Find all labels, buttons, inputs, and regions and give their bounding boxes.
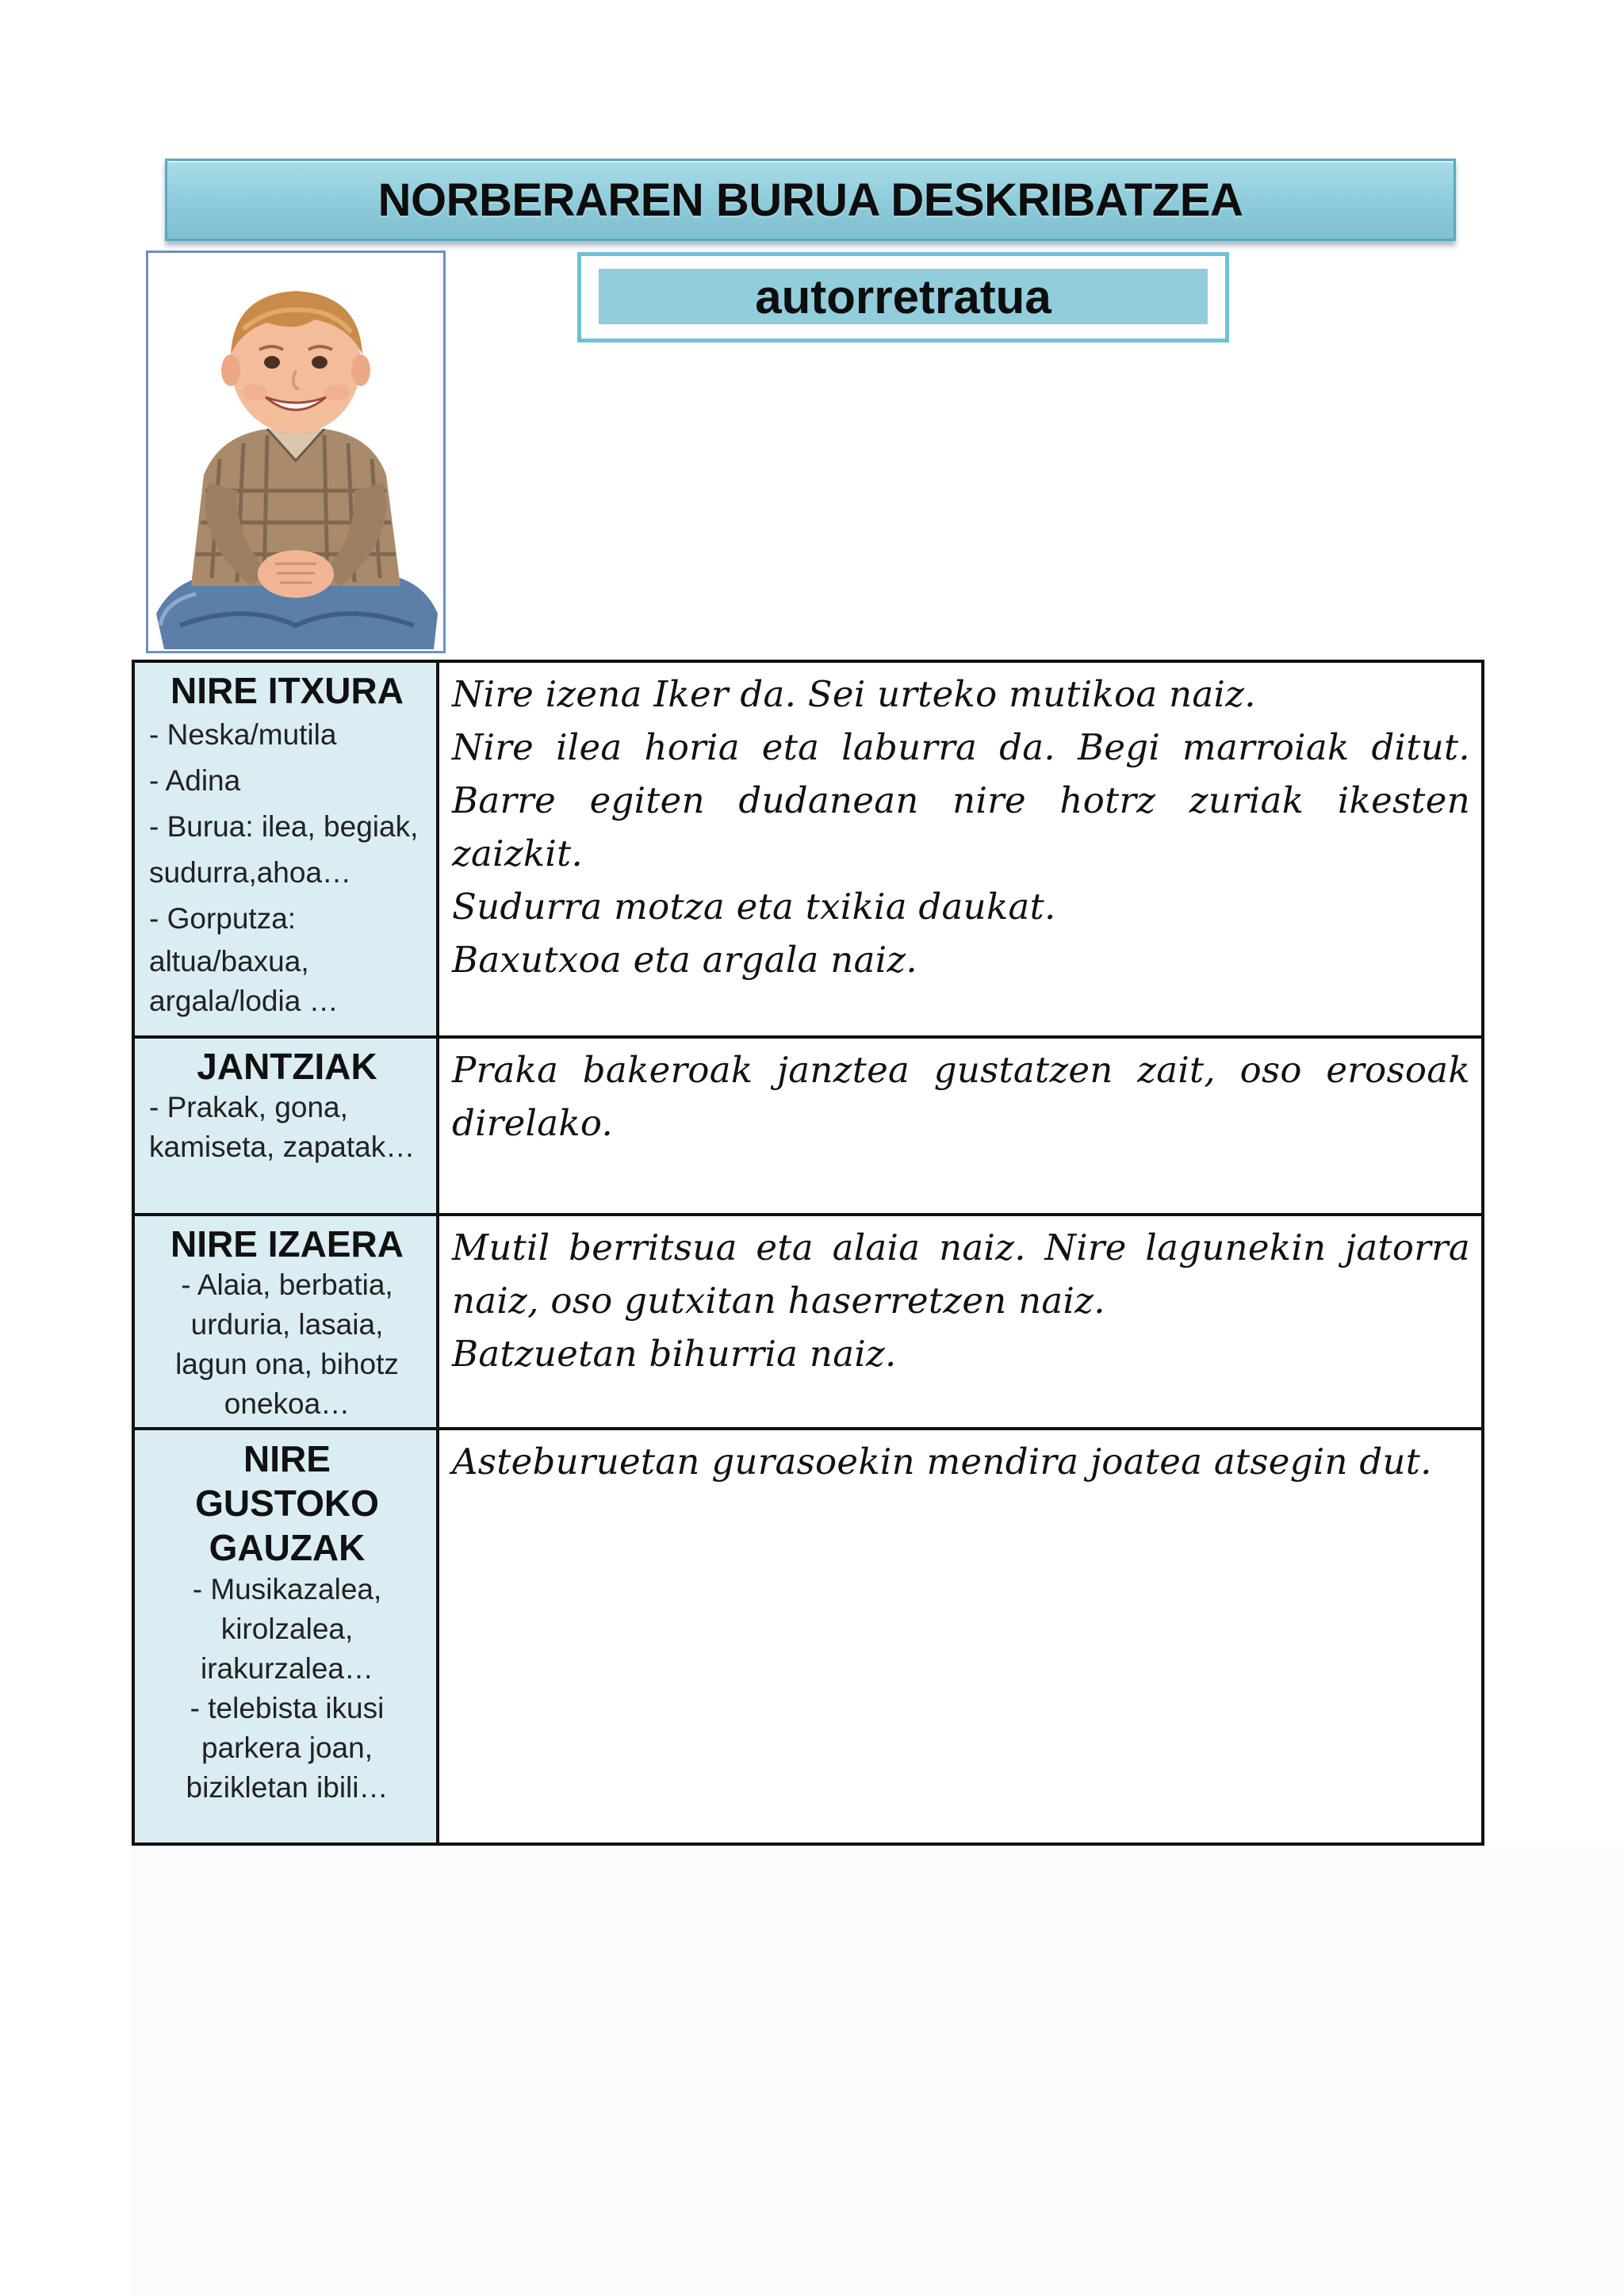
category-cell [135,663,439,1035]
description-line: Sudurra motza eta txikia daukat. [452,886,1056,928]
description-cell [439,663,1481,1035]
category-hint: irakurzalea… [201,1652,373,1685]
category-hint: - telebista ikusi [190,1692,385,1724]
description-cell [439,1430,1481,1843]
description-line: Nire izena Iker da. Sei urteko mutikoa naiz. [452,673,1256,715]
category-hint: argala/lodia … [149,985,339,1017]
description-line: Mutil berritsua eta alaia naiz. Nire lagunekin jatorra naiz, oso gutxitan haserretzen naiz. [452,1226,1470,1322]
page-title: NORBERAREN BURUA DESKRIBATZEA [377,174,1243,226]
description-line: Baxutxoa eta argala naiz. [452,939,918,981]
category-hint: lagun ona, bihotz [175,1348,399,1380]
category-hint: sudurra,ahoa… [149,856,352,889]
category-heading: JANTZIAK [197,1046,377,1087]
category-hint: - Alaia, berbatia, [181,1269,393,1301]
category-hint: altua/baxua, [149,945,309,978]
table-row-clothes [135,1039,1481,1216]
category-heading: NIRE [243,1438,331,1479]
category-hint: onekoa… [224,1387,350,1420]
category-hint: parkera joan, [201,1732,373,1764]
page-subtitle: autorretratua [755,270,1051,323]
category-hint: kirolzalea, [220,1613,354,1645]
category-hint: - Neska/mutila [149,718,337,751]
category-hint: kamiseta, zapatak… [149,1131,416,1163]
description-line: Asteburuetan gurasoekin mendira joatea atsegin dut. [452,1441,1432,1483]
description-line: Batzuetan bihurria naiz. [452,1333,897,1375]
category-heading: NIRE IZAERA [170,1223,404,1265]
description-line: Praka bakeroak janztea gustatzen zait, oso erosoak direlako. [452,1049,1470,1144]
category-heading: GUSTOKO [195,1483,379,1524]
category-heading: GAUZAK [209,1527,366,1568]
description-cell [439,1039,1481,1213]
category-hint: - Musikazalea, [192,1573,382,1605]
category-hint: urduria, lasaia, [190,1308,384,1341]
smiling-boy-photo-icon [148,253,443,651]
table-row-likes [135,1430,1481,1843]
subtitle-band [599,269,1208,324]
description-table [132,660,1484,1846]
description-cell [439,1216,1481,1427]
subtitle-box [577,252,1229,342]
category-hint: - Gorputza: [149,902,297,935]
category-cell [135,1430,439,1843]
category-hint: bizikletan ibili… [186,1771,389,1804]
category-hint: - Prakak, gona, [149,1091,348,1123]
table-row-appearance [135,663,1481,1039]
category-cell [135,1039,439,1213]
category-hint: - Adina [149,764,241,797]
category-cell [135,1216,439,1427]
table-row-personality [135,1216,1481,1430]
description-line: Nire ilea horia eta laburra da. Begi marroiak ditut. Barre egiten dudanean nire hotrz zuriak ikesten zaizkit. [452,726,1470,874]
boy-photo [146,251,446,653]
category-heading: NIRE ITXURA [170,670,404,711]
page-shade [130,1847,1624,2296]
category-hint: - Burua: ilea, begiak, [149,810,419,843]
title-banner [165,159,1456,241]
